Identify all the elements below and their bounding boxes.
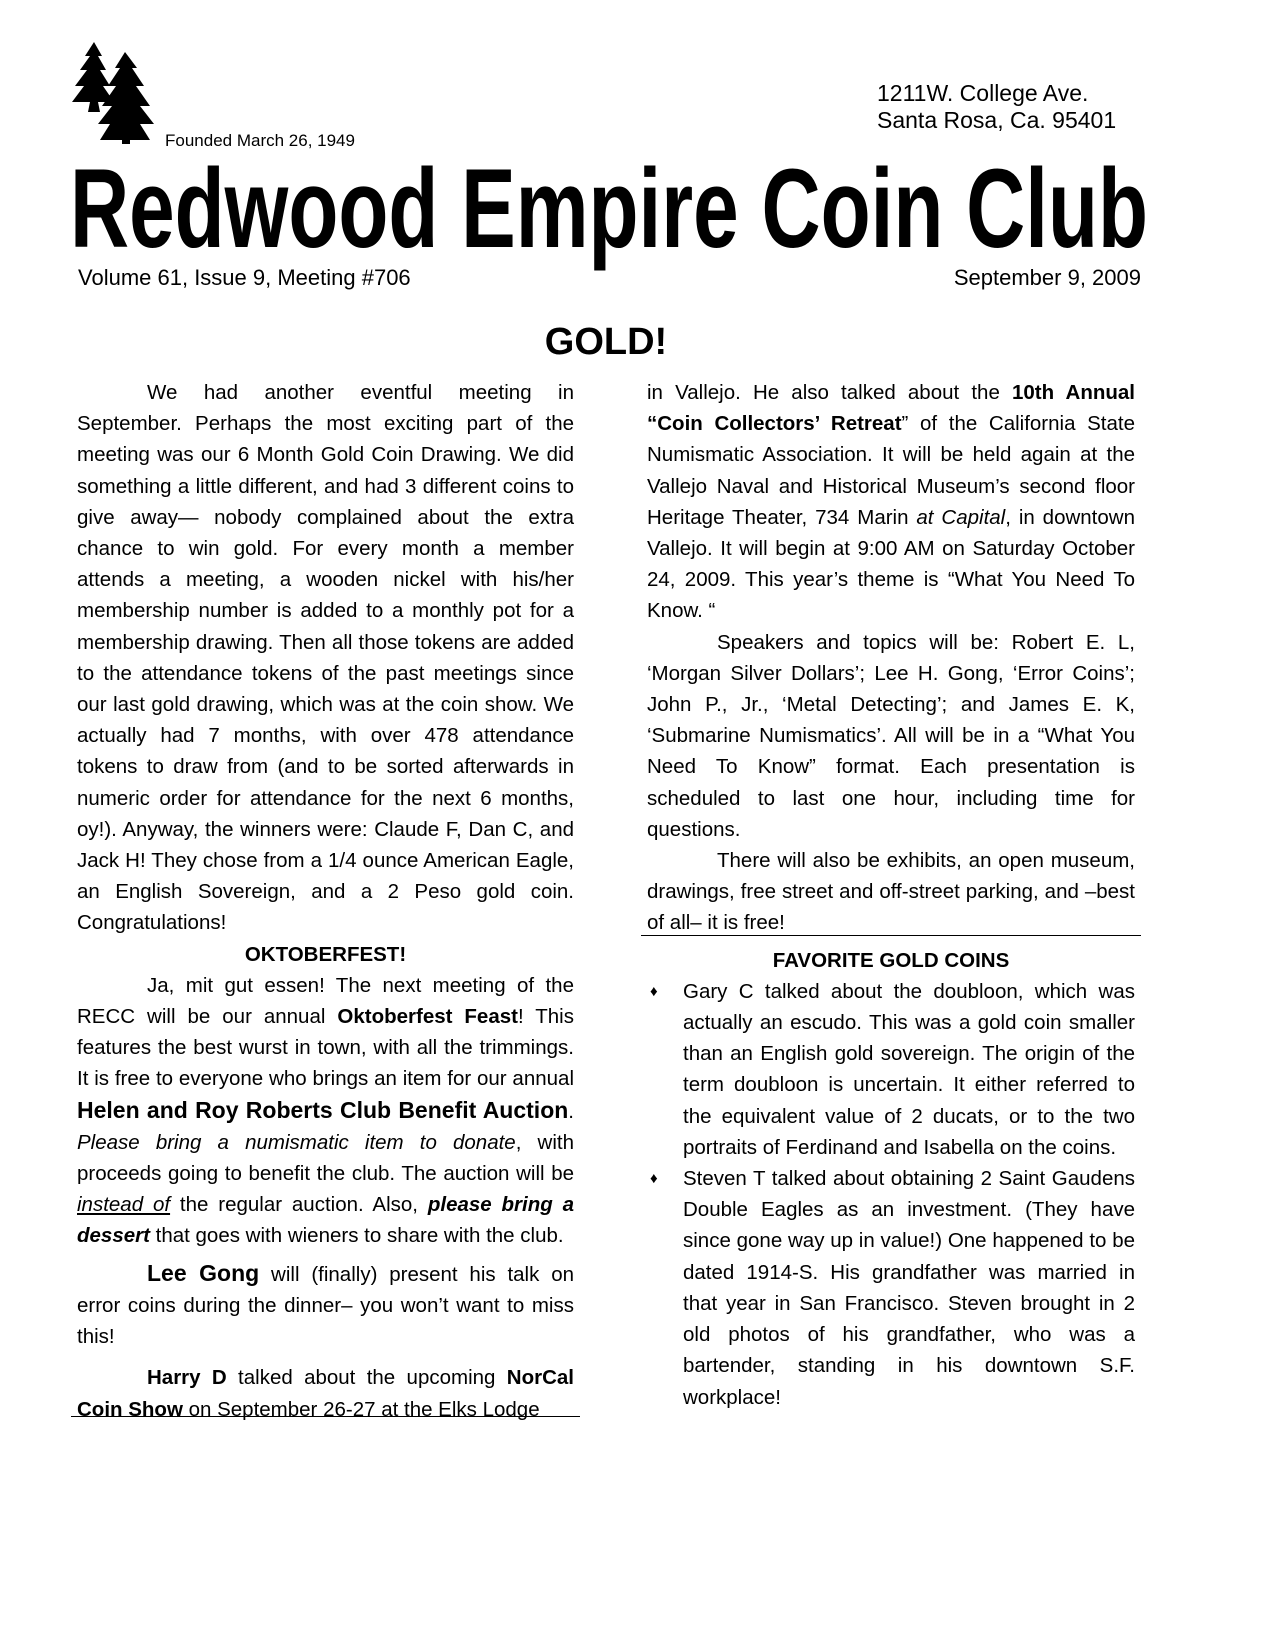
diamond-bullet-icon: ♦ [650, 1170, 658, 1188]
left-divider [71, 1416, 580, 1417]
volume-issue: Volume 61, Issue 9, Meeting #706 [78, 265, 411, 290]
redwood-trees-logo [70, 42, 162, 144]
founded-date: Founded March 26, 1949 [165, 131, 355, 150]
retreat-paragraph [647, 377, 1135, 627]
text-run: that goes with wieners to share with the club. [149, 1224, 564, 1248]
harry-bold: Harry D [147, 1366, 227, 1390]
oktoberfest-feast-bold: Oktoberfest Feast [337, 1005, 518, 1029]
at-capital-italic: at Capital [916, 505, 1006, 529]
exhibits-paragraph: There will also be exhibits, an open museum, drawings, free street and off-street parking, and –best of all– it is free! [647, 849, 1135, 935]
lee-gong-bold: Lee Gong [147, 1259, 260, 1286]
text-run: on September 26-27 at the Elks Lodge [182, 1397, 540, 1421]
text-run: the regular auction. Also, [170, 1193, 428, 1217]
text-run: ! This features the best wurst in town, with all the trimmings. It is free to everyone who brings an item for our annual [77, 1005, 574, 1091]
oktoberfest-heading: OKTOBERFEST! [244, 942, 407, 966]
text-run: talked about the upcoming [226, 1366, 507, 1390]
list-item [647, 1163, 1135, 1413]
diamond-bullet-icon: ♦ [650, 982, 658, 1000]
right-divider [641, 935, 1141, 936]
club-name: Redwood Empire Coin Club [70, 151, 1148, 271]
headline: GOLD! [544, 321, 668, 363]
left-column [77, 377, 574, 1425]
list-item [647, 976, 1135, 1163]
text-run: , in downtown Vallejo. It will begin at 9:00 AM on Saturday October 24, 2009. This year’s theme is “What You Need To Know. “ [647, 505, 1135, 623]
address-line-1: 1211W. College Ave. [877, 80, 1089, 106]
speakers-paragraph: Speakers and topics will be: Robert E. L, ‘Morgan Silver Dollars’; Lee H. Gong, ‘Error Coins’; John P., Jr., ‘Metal Detecting’; and James E. K, ‘Submarine Numismatics’. All will be in a “What You Need To Know” format. Each presentation is scheduled to last one hour, including time for questions. [647, 630, 1135, 841]
donate-italic: Please bring a numismatic item to donate [77, 1130, 516, 1154]
auction-name-bold: Helen and Roy Roberts Club Benefit Auction [77, 1096, 569, 1123]
text-run: in Vallejo. He also talked about the [647, 381, 1012, 404]
text-run: , with proceeds going to benefit the club. The auction will be [77, 1130, 574, 1186]
issue-date: September 9, 2009 [953, 265, 1141, 290]
club-name-masthead [70, 151, 1148, 276]
norcal-coin-show-bold: NorCal Coin Show [77, 1366, 574, 1421]
dessert-bold-italic: please bring a dessert [77, 1193, 575, 1248]
lee-gong-paragraph [77, 1258, 574, 1353]
text-run: ” of the California State Numismatic Association. It will be held again at the Vallejo Naval and Historical Museum’s second floor Heritage Theater, 734 Marin [647, 412, 1136, 529]
gold-drawing-paragraph: We had another eventful meeting in September. Perhaps the most exciting part of the meeting was our 6 Month Gold Coin Drawing. We did something a little different, and had 3 different coins to give away— nobody complained about the extra chance to win gold. For every month a member attends a meeting, a wooden nickel with his/her membership number is added to a monthly pot for a membership drawing. Then all those tokens are added to the attendance tokens of the past meetings since our last gold drawing, which was at the coin show. We actually had 7 months, with over 478 attendance tokens to draw from (and to be sorted afterwards in numeric order for attendance for the next 6 months, oy!). Anyway, the winners were: Claude F, Dan C, and Jack H! They chose from a 1/4 ounce American Eagle, an English Sovereign, and a 2 Peso gold coin. Congratulations! [77, 381, 574, 935]
instead-of-underlined: instead of [77, 1193, 171, 1217]
text-run: Ja, mit gut essen! The next meeting of the RECC will be our annual [77, 973, 574, 1029]
retreat-bold: 10th Annual “Coin Collectors’ Retreat [647, 381, 1135, 436]
bullet-text: Steven T talked about obtaining 2 Saint Gaudens Double Eagles as an investment. (They have since gone way up in value!) One happened to be dated 1914-S. His grandfather was married in that year in San Francisco. Steven brought in 2 old photos of his grandfather, who was a bartender, standing in his downtown S.F. workplace! [683, 1167, 1135, 1409]
address-line-2: Santa Rosa, Ca. 95401 [877, 107, 1117, 133]
club-address [877, 80, 1116, 134]
favorite-coins-list [647, 976, 1135, 1413]
favorite-gold-coins-heading: FAVORITE GOLD COINS [772, 948, 1010, 972]
text-run: will (finally) present his talk on error coins during the dinner– you won’t want to miss this! [77, 1262, 574, 1349]
bullet-text: Gary C talked about the doubloon, which was actually an escudo. This was a gold coin smaller than an English gold sovereign. The origin of the term doubloon is uncertain. It either referred to the equivalent value of 2 ducats, or to the two portraits of Ferdinand and Isabella on the coins. [683, 979, 1135, 1159]
text-run: . [568, 1099, 574, 1123]
right-column [647, 377, 1135, 1413]
oktoberfest-paragraph [77, 970, 574, 1252]
